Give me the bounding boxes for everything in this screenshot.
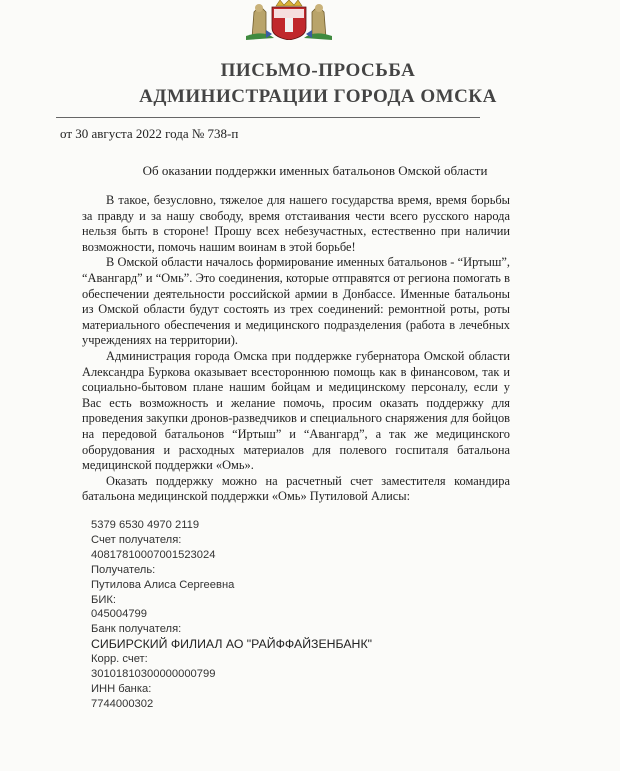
bank-value: СИБИРСКИЙ ФИЛИАЛ АО "РАЙФФАЙЗЕНБАНК": [91, 637, 372, 652]
letter-title-line2: АДМИНИСТРАЦИИ ГОРОДА ОМСКА: [139, 86, 497, 107]
inn-value: 7744000302: [91, 697, 154, 710]
bank-label: Банк получателя:: [91, 623, 182, 636]
body-paragraph: В Омской области началось формирование именных батальонов - “Иртыш”, “Авангард” и “Омь”. Это соединения, которые отправятся от региона помогать в обеспечении деятельности российской армии в Донбассе. Именные батальоны из Омской области будут состоять из трех соединений: ремонтной роты, роты материального обеспечения и медицинского подразделения (работа в лечебных учреждениях на территории).: [82, 255, 510, 348]
account-label: Счет получателя:: [91, 533, 182, 546]
body-paragraph: Администрация города Омска при поддержке губернатора Омской области Александра Буркова оказывает всестороннюю помощь как в финансовом, так и социально-бытовом плане нашим бойцам и медицинскому персоналу, если у Вас есть возможность и желание помочь, просим оказать поддержку для проведения закупки дронов-разведчиков и специального снаряжения для бойцов на передовой батальонов “Иртыш” и “Авангард”, а так же медицинского оборудования и расходных материалов для полевого госпиталя батальона медицинской поддержки «Омь».: [82, 348, 510, 473]
header-divider: [56, 117, 480, 118]
recipient-label: Получатель:: [91, 563, 156, 576]
inn-label: ИНН банка:: [91, 682, 152, 695]
recipient-value: Путилова Алиса Сергеевна: [91, 578, 235, 591]
corr-account-value: 30101810300000000799: [91, 668, 216, 681]
letter-body: [82, 193, 510, 505]
corr-account-label: Корр. счет:: [91, 653, 148, 666]
body-paragraph: В такое, безусловно, тяжелое для нашего государства время, время борьбы за правду и за нашу свободу, время отстаивания чести всего русского народа нельзя быть в стороне! Прошу всех небезучастных, естественно при наличии возможности, помочь нашим воинам в этой борьбе!: [82, 193, 510, 254]
body-paragraph: Оказать поддержку можно на расчетный счет заместителя командира батальона медицинской поддержки «Омь» Путиловой Алисы:: [82, 473, 510, 504]
document-date: от 30 августа 2022 года № 738-п: [60, 126, 239, 141]
card-number: 5379 6530 4970 2119: [91, 519, 200, 531]
bank-requisites: [91, 518, 372, 712]
letter-subject: Об оказании поддержки именных батальонов Омской области: [142, 163, 488, 178]
bik-label: БИК:: [91, 593, 117, 606]
letter-title-line1: ПИСЬМО-ПРОСЬБА: [220, 60, 416, 81]
account-value: 40817810007001523024: [91, 548, 216, 561]
bik-value: 045004799: [91, 608, 147, 621]
omsk-coat-of-arms-icon: [244, 0, 334, 40]
